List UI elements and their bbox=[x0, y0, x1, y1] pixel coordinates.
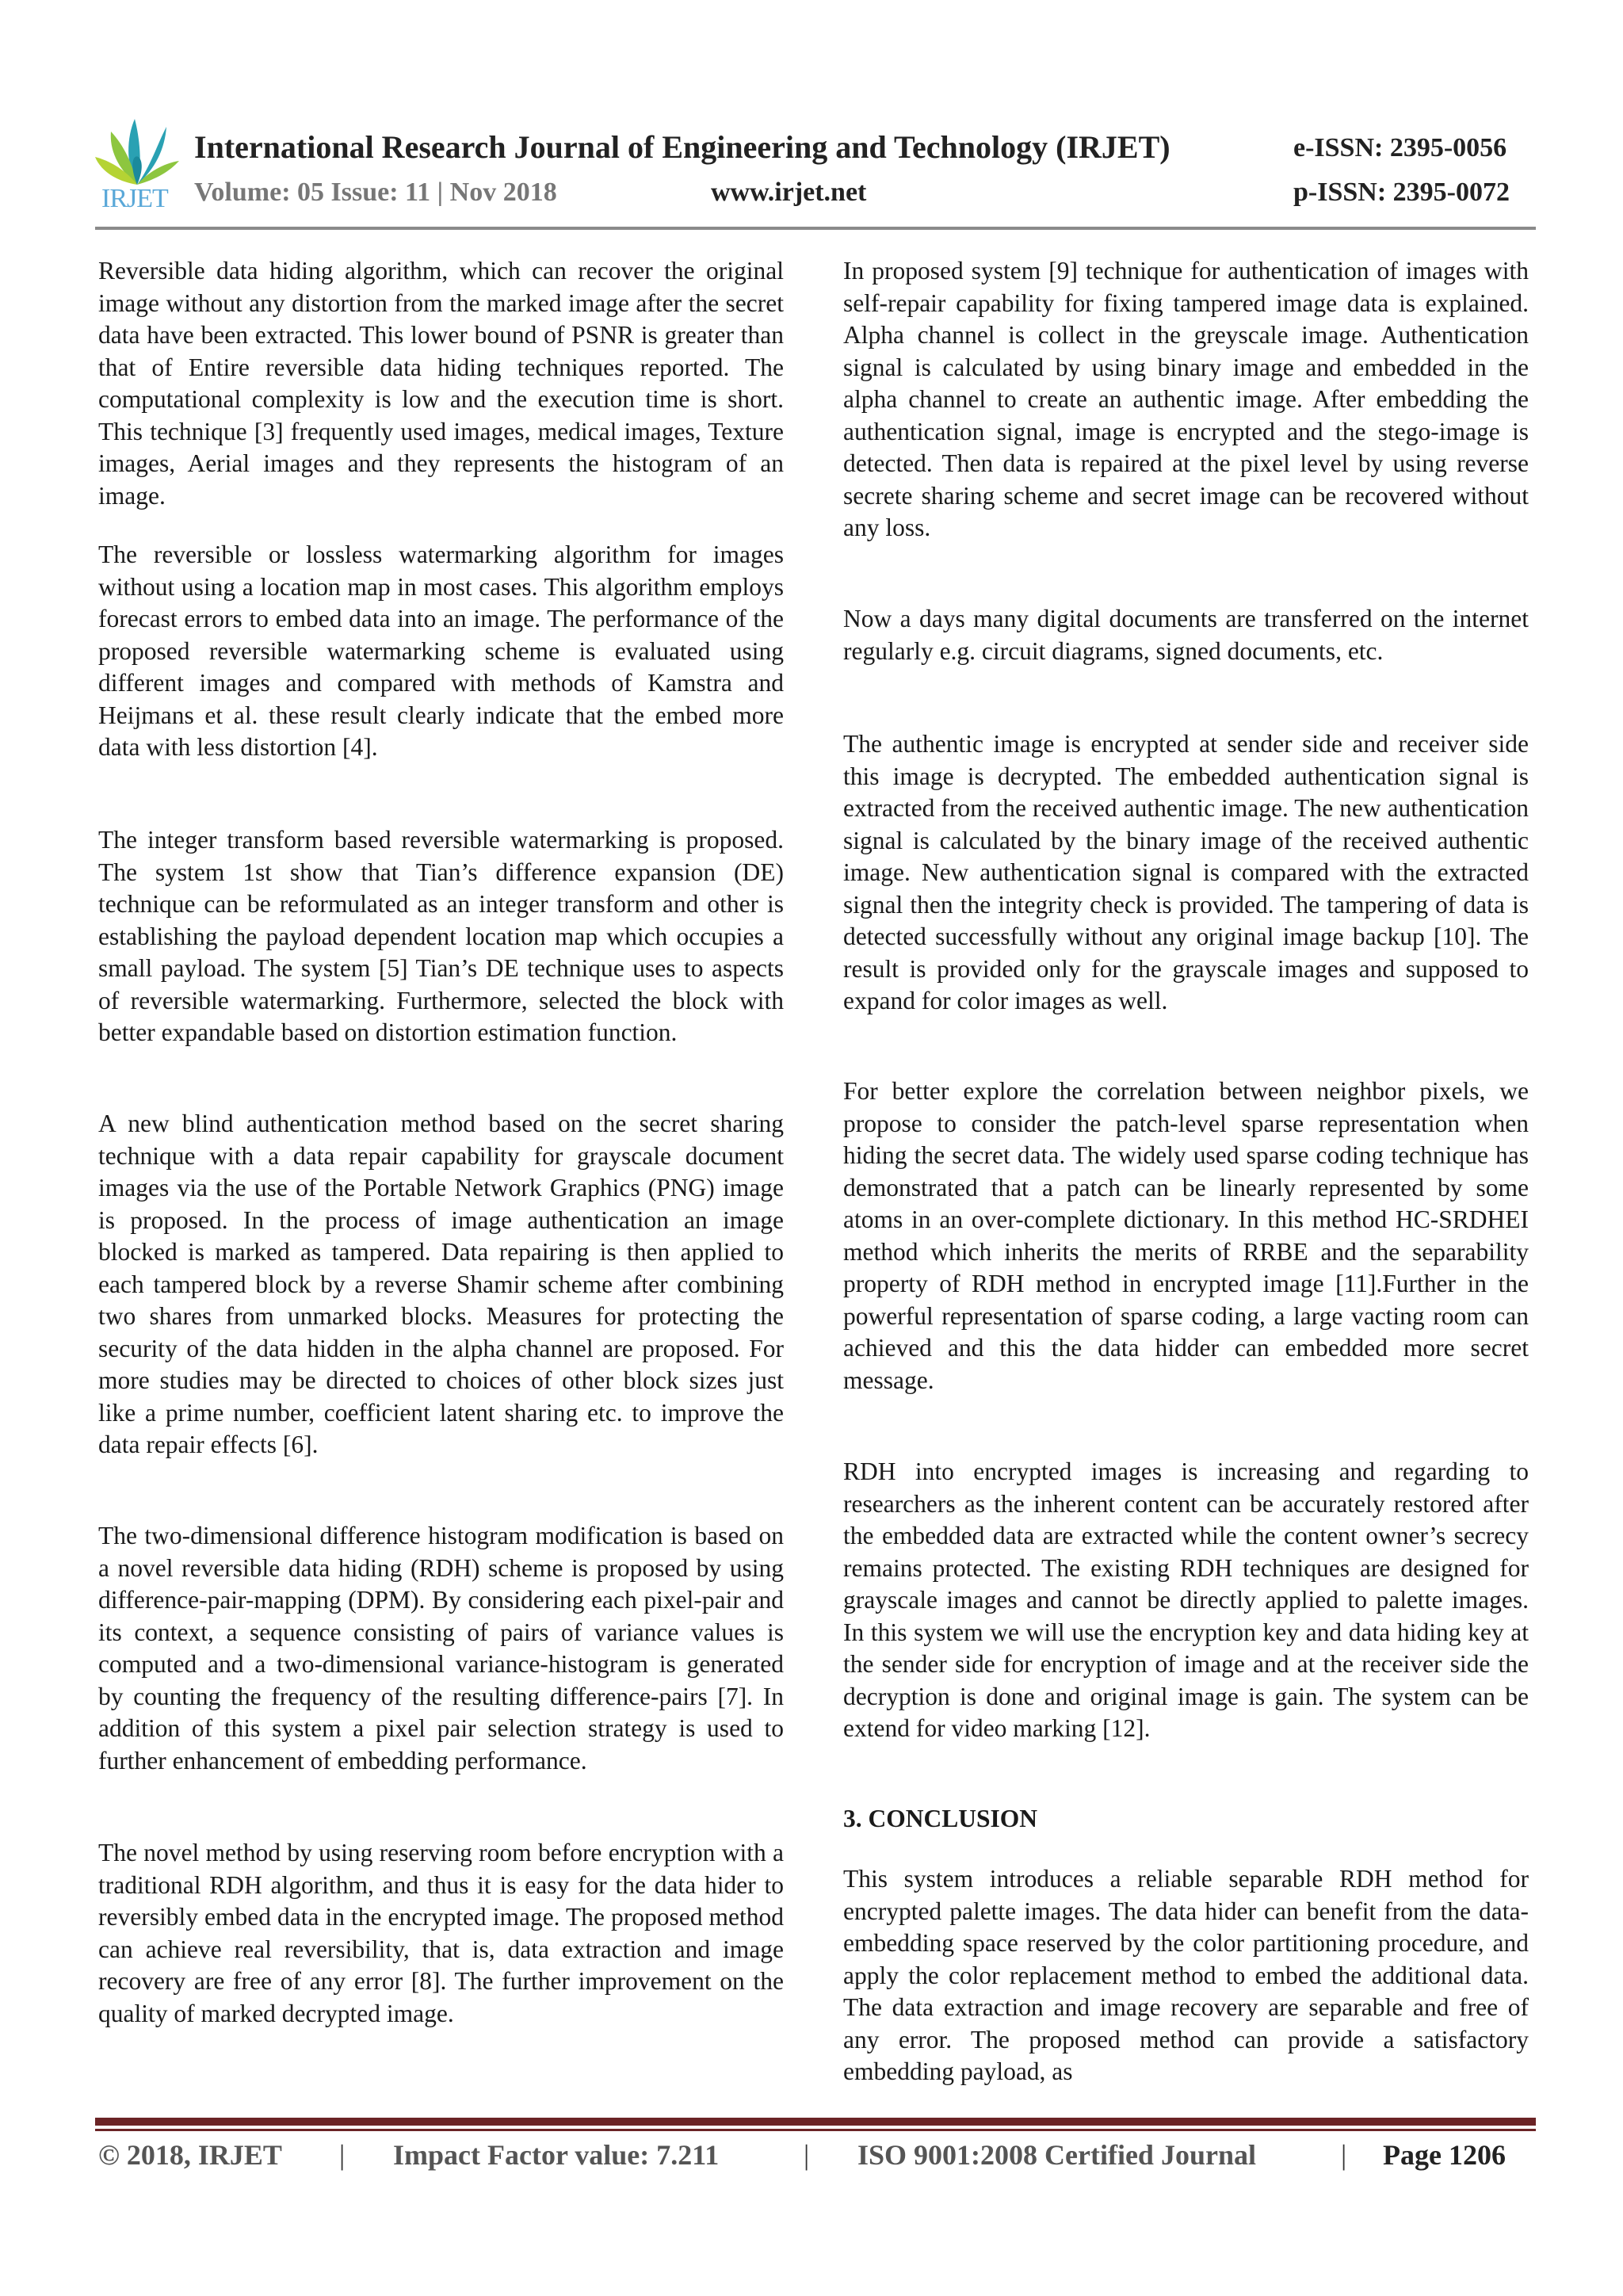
footer-separator: | bbox=[1341, 2139, 1347, 2171]
body-paragraph: For better explore the correlation between neighbor pixels, we propose to consider the patch-level sparse representation when hiding the secret data. The widely used sparse coding technique has demonstrated that a patch can be linearly represented by some atoms in an over-complete dictionary. In this method HC-SRDHEI method which inherits the merits of RRBE and the separability property of RDH method in encrypted image [11].Further in the powerful representation of sparse coding, a large vacting room can achieved and this the data hidder can embedded more secret message. bbox=[843, 1077, 1529, 1394]
footer-separator: | bbox=[339, 2139, 346, 2171]
body-paragraph: RDH into encrypted images is increasing and regarding to researchers as the inherent content can be accurately restored after the embedded data are extracted while the content owner’s secrecy remains protected. The existing RDH techniques are designed for grayscale images and cannot be directly applied to palette images. In this system we will use the encryption key and data hiding key at the sender side for encryption of image and at the receiver side the decryption is done and original image is gain. The system can be extend for video marking [12]. bbox=[843, 1457, 1529, 1742]
journal-title: International Research Journal of Engineering and Technology (IRJET) bbox=[194, 129, 1170, 165]
volume-issue: Volume: 05 Issue: 11 | Nov 2018 bbox=[194, 178, 557, 207]
website-link[interactable]: www.irjet.net bbox=[711, 178, 867, 207]
footer-bar bbox=[95, 2118, 1536, 2126]
logo-text: IRJET bbox=[101, 184, 168, 213]
body-paragraph: The integer transform based reversible watermarking is proposed. The system 1st show that Tian’s difference expansion (DE) technique can be reformulated as an integer transform and other is establishing the payload dependent location map which occupies a small payload. The system [5] Tian’s DE technique uses to aspects of reversible watermarking. Furthermore, selected the block with better expandable based on distortion estimation function. bbox=[98, 826, 784, 1046]
footer-iso: ISO 9001:2008 Certified Journal bbox=[857, 2139, 1256, 2171]
e-issn: e-ISSN: 2395-0056 bbox=[1293, 133, 1507, 162]
body-paragraph: The reversible or lossless watermarking algorithm for images without using a location map in most cases. This algorithm employs forecast errors to embed data into an image. The performance of the proposed reversible watermarking scheme is evaluated using different images and compared with methods of Kamstra and Heijmans et al. these result clearly indicate that the embed more data with less distortion [4]. bbox=[98, 541, 784, 761]
footer-bar-thin bbox=[95, 2129, 1536, 2131]
section-heading-conclusion: 3. CONCLUSION bbox=[843, 1805, 1038, 1832]
body-paragraph: Now a days many digital documents are transferred on the internet regularly e.g. circuit diagrams, signed documents, etc. bbox=[843, 605, 1529, 665]
footer-page-number: Page 1206 bbox=[1383, 2139, 1506, 2171]
footer-impact-factor: Impact Factor value: 7.211 bbox=[393, 2139, 720, 2171]
body-paragraph: Reversible data hiding algorithm, which can recover the original image without any distortion from the marked image after the secret data have been extracted. This lower bound of PSNR is greater than that of Entire reversible data hiding techniques reported. The computational complexity is low and the execution time is short. This technique [3] frequently used images, medical images, Texture images, Aerial images and they represents the histogram of an image. bbox=[98, 257, 784, 510]
body-paragraph: A new blind authentication method based on the secret sharing technique with a data repair capability for grayscale document images via the use of the Portable Network Graphics (PNG) image is proposed. In the process of image authentication an image blocked is marked as tampered. Data repairing is then applied to each tampered block by a reverse Shamir scheme after combining two shares from unmarked blocks. Measures for protecting the security of the data hidden in the alpha channel are proposed. For more studies may be directed to choices of other block sizes just like a prime number, coefficient latent sharing etc. to improve the data repair effects [6]. bbox=[98, 1110, 784, 1458]
p-issn: p-ISSN: 2395-0072 bbox=[1293, 178, 1510, 207]
body-paragraph: In proposed system [9] technique for authentication of images with self-repair capability for fixing tampered image data is explained. Alpha channel is collect in the greyscale image. Authentication signal is calculated by using binary image and embedded in the alpha channel to create an authentic image. After embedding the authentication signal, image is encrypted and the stego-image is detected. Then data is repaired at the pixel level by using reverse secrete sharing scheme and secret image can be recovered without any loss. bbox=[843, 257, 1529, 541]
footer-separator: | bbox=[804, 2139, 810, 2171]
body-paragraph: The novel method by using reserving room before encryption with a traditional RDH algorithm, and thus it is easy for the data hider to reversibly embed data in the encrypted image. The proposed method can achieve real reversibility, that is, data extraction and image recovery are free of any error [8]. The further improvement on the quality of marked decrypted image. bbox=[98, 1839, 784, 2027]
header-divider bbox=[95, 227, 1536, 230]
footer-copyright: © 2018, IRJET bbox=[98, 2139, 282, 2171]
logo-leaves-icon bbox=[94, 117, 181, 189]
irjet-logo bbox=[94, 117, 181, 216]
body-paragraph: The two-dimensional difference histogram modification is based on a novel reversible data hiding (RDH) scheme is proposed by using difference-pair-mapping (DPM). By considering each pixel-pair and its context, a sequence consisting of pairs of variance values is computed and a two-dimensional variance-histogram is generated by counting the frequency of the resulting difference-pairs [7]. In addition of this system a pixel pair selection strategy is used to further enhancement of embedding performance. bbox=[98, 1522, 784, 1775]
body-paragraph: The authentic image is encrypted at sender side and receiver side this image is decrypted. The embedded authentication signal is extracted from the received authentic image. The new authentication signal is calculated by the binary image of the received authentic image. New authentication signal is compared with the extracted signal then the integrity check is provided. The tampering of data is detected successfully without any original image backup [10]. The result is provided only for the grayscale images and supposed to expand for color images as well. bbox=[843, 730, 1529, 1014]
conclusion-paragraph: This system introduces a reliable separable RDH method for encrypted palette images. The data hider can benefit from the data-embedding space reserved by the color partitioning procedure, and apply the color replacement method to embed the additional data. The data extraction and image recovery are separable and free of any error. The proposed method can provide a satisfactory embedding payload, as bbox=[843, 1865, 1529, 2085]
